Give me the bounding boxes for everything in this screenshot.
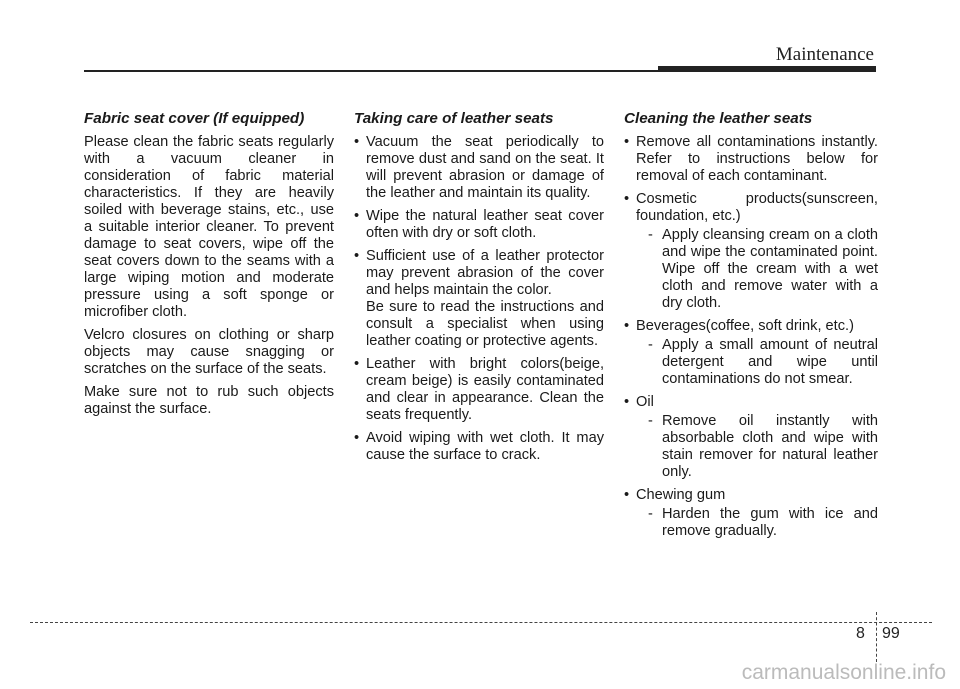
heading-leather-care: Taking care of leather seats	[354, 110, 554, 127]
section-title: Maintenance	[775, 44, 874, 65]
watermark: carmanualsonline.info	[741, 661, 946, 684]
paragraph: Please clean the fabric seats regularly with a vacuum cleaner in consideration of fabric material characteristics. If they are heavily soiled with beverage stains, etc., use a suitable interior cleaner. To prevent damage to seat covers, wipe off the seat covers down to the seams with a large wiping motion and moderate pressure using a soft sponge or microfiber cloth.	[84, 134, 334, 320]
list-item: • Leather with bright colors(beige, cream beige) is easily contaminated and clear in appearance. Clean the seats frequently.	[354, 356, 604, 424]
sub-item: - Harden the gum with ice and remove gradually.	[636, 506, 878, 540]
sub-item: - Remove oil instantly with absorbable cloth and wipe with stain remover for natural leather only.	[636, 413, 878, 481]
list-item: • Wipe the natural leather seat cover often with dry or soft cloth.	[354, 208, 604, 242]
list-item: • Avoid wiping with wet cloth. It may cause the surface to crack.	[354, 430, 604, 464]
sub-item: - Apply cleansing cream on a cloth and wipe the contaminated point. Wipe off the cream with a wet cloth and remove water with a dry cloth.	[636, 227, 878, 312]
column-leather-care	[354, 110, 604, 470]
list-item-continuation: Be sure to read the instructions and consult a specialist when using leather coating or protective agents.	[366, 299, 604, 349]
column-fabric-seat-cover	[84, 110, 334, 424]
list-item: • Beverages(coffee, soft drink, etc.) - Apply a small amount of neutral detergent and wipe until contaminations do not smear.	[624, 318, 878, 388]
list-item: • Chewing gum - Harden the gum with ice and remove gradually.	[624, 487, 878, 540]
column-leather-cleaning	[624, 110, 878, 546]
heading-leather-cleaning: Cleaning the leather seats	[624, 110, 813, 127]
footer-rule	[30, 622, 932, 623]
leather-care-list	[354, 134, 604, 464]
leather-cleaning-list	[624, 134, 878, 540]
paragraph: Velcro closures on clothing or sharp objects may cause snagging or scratches on the surface of the seats.	[84, 327, 334, 377]
footer-divider	[876, 612, 877, 662]
list-item: • Cosmetic products(sunscreen, foundation, etc.) - Apply cleansing cream on a cloth and wipe the contaminated point. Wipe off the cream with a wet cloth and remove water with a dry cloth.	[624, 191, 878, 312]
page-number: 99	[882, 625, 900, 642]
paragraph: Make sure not to rub such objects against the surface.	[84, 384, 334, 417]
sub-item: - Apply a small amount of neutral detergent and wipe until contaminations do not smear.	[636, 337, 878, 388]
heading-fabric-seat-cover: Fabric seat cover (If equipped)	[84, 110, 305, 127]
list-item: • Sufficient use of a leather protector may prevent abrasion of the cover and helps maintain the color. Be sure to read the instructions and consult a specialist when using leather coating or protective agents.	[354, 248, 604, 350]
list-item: • Vacuum the seat periodically to remove dust and sand on the seat. It will prevent abrasion or damage of the leather and maintain its quality.	[354, 134, 604, 202]
header-rule-accent	[658, 66, 876, 72]
list-item: • Oil - Remove oil instantly with absorbable cloth and wipe with stain remover for natural leather only.	[624, 394, 878, 481]
page-chapter: 8	[856, 625, 865, 642]
list-item: • Remove all contaminations instantly. Refer to instructions below for removal of each contaminant.	[624, 134, 878, 185]
